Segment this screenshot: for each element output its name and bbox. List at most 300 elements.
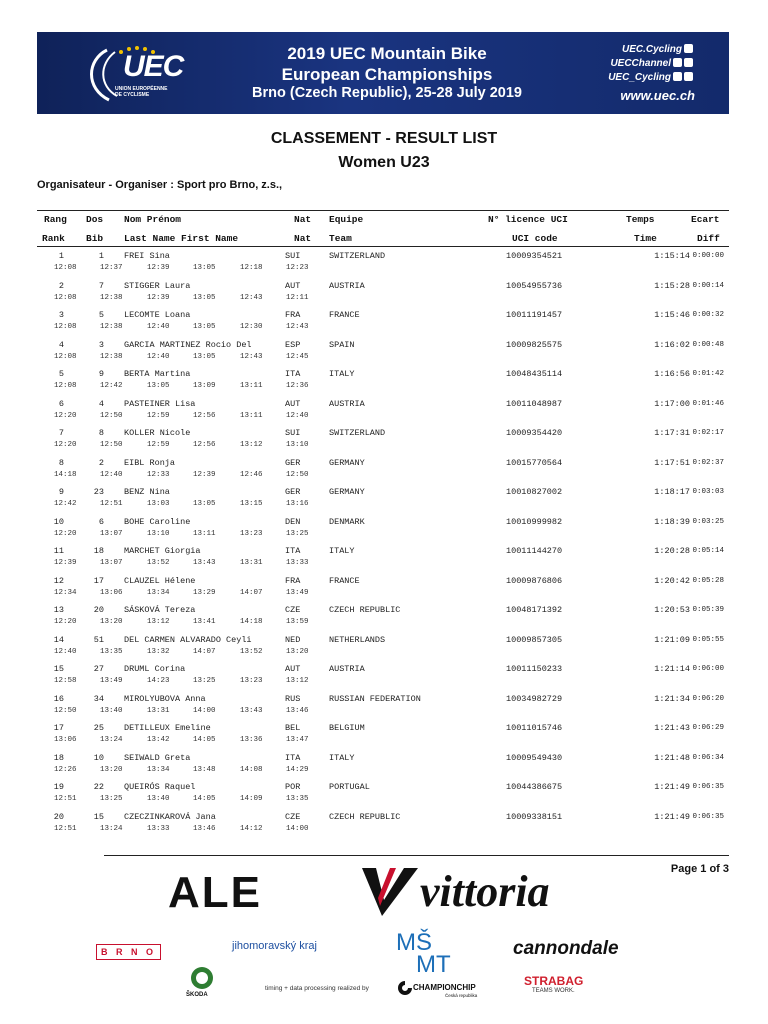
strabag-subtext: TEAMS WORK. bbox=[532, 988, 575, 994]
lap-split: 14:29 bbox=[286, 766, 309, 774]
col-nat-fr: Nat bbox=[294, 214, 312, 225]
lap-split: 12:40 bbox=[100, 471, 123, 479]
lap-split: 13:25 bbox=[193, 677, 216, 685]
time-cell: 1:16:56 bbox=[654, 369, 690, 379]
uci-cell: 10048435114 bbox=[506, 369, 563, 379]
uci-cell: 10054955736 bbox=[506, 281, 563, 291]
diff-cell: 0:00:32 bbox=[692, 311, 724, 319]
uci-cell: 10011144270 bbox=[506, 546, 563, 556]
team-cell: DENMARK bbox=[329, 517, 365, 527]
diff-cell: 0:06:29 bbox=[692, 724, 724, 732]
diff-cell: 0:00:00 bbox=[692, 252, 724, 260]
lap-split: 13:11 bbox=[240, 382, 263, 390]
lap-split: 12:40 bbox=[54, 648, 77, 656]
lap-split: 13:32 bbox=[147, 648, 170, 656]
lap-split: 13:10 bbox=[286, 441, 309, 449]
uci-cell: 10034982729 bbox=[506, 694, 563, 704]
lap-split: 13:05 bbox=[193, 353, 216, 361]
page-number: Page 1 of 3 bbox=[670, 863, 729, 875]
lap-split: 12:43 bbox=[286, 323, 309, 331]
nat-cell: NED bbox=[285, 635, 301, 645]
nat-cell: GER bbox=[285, 458, 301, 468]
lap-split: 12:59 bbox=[147, 412, 170, 420]
team-cell: AUSTRIA bbox=[329, 399, 365, 409]
team-cell: FRANCE bbox=[329, 576, 360, 586]
lap-split: 12:39 bbox=[147, 264, 170, 272]
team-cell: GERMANY bbox=[329, 458, 365, 468]
lap-split: 12:08 bbox=[54, 323, 77, 331]
col-nat-en: Nat bbox=[294, 233, 312, 244]
name-cell: SÁSKOVÁ Tereza bbox=[124, 605, 196, 615]
lap-split: 12:20 bbox=[54, 441, 77, 449]
nat-cell: RUS bbox=[285, 694, 301, 704]
lap-split: 12:39 bbox=[147, 294, 170, 302]
lap-split: 12:59 bbox=[147, 441, 170, 449]
lap-split: 13:05 bbox=[193, 264, 216, 272]
bib-cell: 6 bbox=[98, 517, 104, 527]
bib-cell: 34 bbox=[93, 694, 104, 704]
time-cell: 1:21:48 bbox=[654, 753, 690, 763]
nat-cell: CZE bbox=[285, 605, 301, 615]
lap-split: 14:08 bbox=[240, 766, 263, 774]
team-cell: SWITZERLAND bbox=[329, 428, 386, 438]
rank-cell: 16 bbox=[53, 694, 64, 704]
col-team-fr: Equipe bbox=[329, 214, 364, 225]
lap-split: 13:34 bbox=[147, 766, 170, 774]
time-cell: 1:20:28 bbox=[654, 546, 690, 556]
nat-cell: CZE bbox=[285, 812, 301, 822]
lap-split: 13:49 bbox=[286, 589, 309, 597]
lap-split: 13:33 bbox=[286, 559, 309, 567]
time-cell: 1:15:46 bbox=[654, 310, 690, 320]
msmt-logo-icon bbox=[394, 928, 464, 974]
lap-split: 13:49 bbox=[100, 677, 123, 685]
bib-cell: 18 bbox=[93, 546, 104, 556]
diff-cell: 0:03:03 bbox=[692, 488, 724, 496]
name-cell: BERTA Martina bbox=[124, 369, 191, 379]
ale-logo: ALE bbox=[168, 868, 262, 917]
rank-cell: 10 bbox=[53, 517, 64, 527]
rank-cell: 6 bbox=[58, 399, 64, 409]
diff-cell: 0:00:14 bbox=[692, 282, 724, 290]
event-title-line1: 2019 UEC Mountain Bike bbox=[287, 44, 487, 63]
col-name-en: Last Name First Name bbox=[124, 233, 239, 244]
skoda-logo-icon bbox=[190, 966, 214, 990]
bib-cell: 3 bbox=[98, 340, 104, 350]
bib-cell: 2 bbox=[98, 458, 104, 468]
lap-split: 12:30 bbox=[240, 323, 263, 331]
bib-cell: 8 bbox=[98, 428, 104, 438]
lap-split: 13:05 bbox=[193, 500, 216, 508]
col-diff-fr: Ecart bbox=[691, 214, 720, 225]
skoda-logo: ŠKODA bbox=[186, 992, 208, 998]
rank-cell: 20 bbox=[53, 812, 64, 822]
lap-split: 13:40 bbox=[100, 707, 123, 715]
lap-split: 12:38 bbox=[100, 294, 123, 302]
bib-cell: 10 bbox=[93, 753, 104, 763]
youtube-icon bbox=[673, 58, 682, 67]
col-diff-en: Diff bbox=[697, 233, 720, 244]
lap-split: 13:23 bbox=[240, 677, 263, 685]
name-cell: MIROLYUBOVA Anna bbox=[124, 694, 206, 704]
col-name-fr: Nom Prénom bbox=[124, 214, 182, 225]
lap-split: 13:07 bbox=[100, 559, 123, 567]
social-twitter[interactable]: UEC_Cycling bbox=[608, 72, 693, 83]
name-cell: MARCHET Giorgia bbox=[124, 546, 201, 556]
col-uci-fr: N° licence UCI bbox=[488, 214, 568, 225]
name-cell: GARCIA MARTINEZ Rocio Del bbox=[124, 340, 252, 350]
rank-cell: 2 bbox=[58, 281, 64, 291]
lap-split: 13:10 bbox=[147, 530, 170, 538]
diff-cell: 0:06:20 bbox=[692, 695, 724, 703]
uci-cell: 10010999982 bbox=[506, 517, 563, 527]
vittoria-v-icon bbox=[360, 866, 420, 918]
lap-split: 13:48 bbox=[193, 766, 216, 774]
uci-cell: 10009825575 bbox=[506, 340, 563, 350]
name-cell: STIGGER Laura bbox=[124, 281, 191, 291]
name-cell: LECOMTE Loana bbox=[124, 310, 191, 320]
rank-cell: 13 bbox=[53, 605, 64, 615]
tiktok-icon bbox=[684, 58, 693, 67]
nat-cell: AUT bbox=[285, 664, 301, 674]
lap-split: 13:36 bbox=[240, 736, 263, 744]
lap-split: 13:06 bbox=[54, 736, 77, 744]
nat-cell: ESP bbox=[285, 340, 301, 350]
rank-cell: 14 bbox=[53, 635, 64, 645]
lap-split: 12:43 bbox=[240, 353, 263, 361]
team-cell: BELGIUM bbox=[329, 723, 365, 733]
lap-split: 13:09 bbox=[193, 382, 216, 390]
diff-cell: 0:06:00 bbox=[692, 665, 724, 673]
name-cell: DETILLEUX Emeline bbox=[124, 723, 211, 733]
diff-cell: 0:01:46 bbox=[692, 400, 724, 408]
time-cell: 1:20:53 bbox=[654, 605, 690, 615]
nat-cell: ITA bbox=[285, 369, 301, 379]
team-cell: ITALY bbox=[329, 369, 355, 379]
uci-cell: 10044386675 bbox=[506, 782, 563, 792]
team-cell: AUSTRIA bbox=[329, 664, 365, 674]
lap-split: 12:45 bbox=[286, 353, 309, 361]
team-cell: ITALY bbox=[329, 546, 355, 556]
diff-cell: 0:06:35 bbox=[692, 783, 724, 791]
lap-split: 12:38 bbox=[100, 323, 123, 331]
lap-split: 14:18 bbox=[240, 618, 263, 626]
lap-split: 13:12 bbox=[147, 618, 170, 626]
time-cell: 1:18:17 bbox=[654, 487, 690, 497]
lap-split: 12:26 bbox=[54, 766, 77, 774]
svg-text:MT: MT bbox=[416, 951, 451, 974]
nat-cell: DEN bbox=[285, 517, 301, 527]
time-cell: 1:21:49 bbox=[654, 812, 690, 822]
strabag-logo: STRABAG bbox=[524, 974, 584, 988]
lap-split: 13:07 bbox=[100, 530, 123, 538]
lap-split: 13:06 bbox=[100, 589, 123, 597]
time-cell: 1:21:14 bbox=[654, 664, 690, 674]
lap-split: 12:50 bbox=[100, 412, 123, 420]
time-cell: 1:21:34 bbox=[654, 694, 690, 704]
rank-cell: 5 bbox=[58, 369, 64, 379]
lap-split: 13:23 bbox=[240, 530, 263, 538]
nat-cell: ITA bbox=[285, 546, 301, 556]
lap-split: 13:35 bbox=[100, 648, 123, 656]
time-cell: 1:17:31 bbox=[654, 428, 690, 438]
jmk-logo: jihomoravský kraj bbox=[232, 940, 317, 952]
time-cell: 1:21:09 bbox=[654, 635, 690, 645]
lap-split: 12:39 bbox=[193, 471, 216, 479]
lap-split: 13:31 bbox=[147, 707, 170, 715]
svg-text:MŠ: MŠ bbox=[396, 929, 432, 956]
name-cell: CZECZINKAROVÁ Jana bbox=[124, 812, 216, 822]
championchip-logo: CHAMPIONCHIP bbox=[413, 983, 476, 992]
uci-cell: 10009354521 bbox=[506, 251, 563, 261]
lap-split: 14:05 bbox=[193, 736, 216, 744]
lap-split: 12:56 bbox=[193, 441, 216, 449]
lap-split: 13:34 bbox=[147, 589, 170, 597]
table-header-rule bbox=[37, 246, 729, 247]
lap-split: 12:56 bbox=[193, 412, 216, 420]
lap-split: 13:46 bbox=[193, 825, 216, 833]
lap-split: 12:08 bbox=[54, 264, 77, 272]
rank-cell: 12 bbox=[53, 576, 64, 586]
lap-split: 12:51 bbox=[54, 795, 77, 803]
nat-cell: AUT bbox=[285, 281, 301, 291]
rank-cell: 15 bbox=[53, 664, 64, 674]
lap-split: 13:41 bbox=[193, 618, 216, 626]
lap-split: 12:42 bbox=[54, 500, 77, 508]
name-cell: DRUML Corina bbox=[124, 664, 186, 674]
nat-cell: GER bbox=[285, 487, 301, 497]
lap-split: 13:52 bbox=[147, 559, 170, 567]
lap-split: 12:39 bbox=[54, 559, 77, 567]
category-title: Women U23 bbox=[338, 154, 430, 171]
social-facebook[interactable]: UEC.Cycling bbox=[622, 44, 693, 55]
uci-cell: 10009549430 bbox=[506, 753, 563, 763]
col-bib-fr: Dos bbox=[86, 214, 104, 225]
time-cell: 1:15:28 bbox=[654, 281, 690, 291]
time-cell: 1:17:51 bbox=[654, 458, 690, 468]
team-cell: CZECH REPUBLIC bbox=[329, 812, 401, 822]
uec-logo-subtext: UNION EUROPÉENNE DE CYCLISME bbox=[115, 86, 168, 98]
col-bib-en: Bib bbox=[86, 233, 104, 244]
event-title-line2: European Championships bbox=[281, 65, 493, 84]
lap-split: 14:23 bbox=[147, 677, 170, 685]
bib-cell: 5 bbox=[98, 310, 104, 320]
col-uci-en: UCI code bbox=[512, 233, 558, 244]
table-top-rule bbox=[37, 210, 729, 211]
lap-split: 12:11 bbox=[286, 294, 309, 302]
team-cell: AUSTRIA bbox=[329, 281, 365, 291]
lap-split: 12:23 bbox=[286, 264, 309, 272]
diff-cell: 0:02:17 bbox=[692, 429, 724, 437]
bib-cell: 20 bbox=[93, 605, 104, 615]
diff-cell: 0:06:35 bbox=[692, 813, 724, 821]
uec-logo-text: UEC bbox=[123, 50, 184, 83]
uci-cell: 10011048987 bbox=[506, 399, 563, 409]
rank-cell: 1 bbox=[58, 251, 64, 261]
brno-logo: B R N O bbox=[96, 944, 161, 960]
bib-cell: 25 bbox=[93, 723, 104, 733]
lap-split: 14:18 bbox=[54, 471, 77, 479]
name-cell: DEL CARMEN ALVARADO Ceyli bbox=[124, 635, 252, 645]
lap-split: 14:12 bbox=[240, 825, 263, 833]
lap-split: 12:08 bbox=[54, 353, 77, 361]
diff-cell: 0:05:14 bbox=[692, 547, 724, 555]
lap-split: 13:29 bbox=[193, 589, 216, 597]
uci-cell: 10011015746 bbox=[506, 723, 563, 733]
nat-cell: FRA bbox=[285, 576, 301, 586]
uci-cell: 10009338151 bbox=[506, 812, 563, 822]
cannondale-logo: cannondale bbox=[513, 938, 619, 959]
lap-split: 13:59 bbox=[286, 618, 309, 626]
lap-split: 12:37 bbox=[100, 264, 123, 272]
lap-split: 13:43 bbox=[240, 707, 263, 715]
lap-split: 13:20 bbox=[100, 766, 123, 774]
time-cell: 1:21:49 bbox=[654, 782, 690, 792]
bib-cell: 23 bbox=[93, 487, 104, 497]
diff-cell: 0:06:34 bbox=[692, 754, 724, 762]
lap-split: 13:16 bbox=[286, 500, 309, 508]
col-time-fr: Temps bbox=[626, 214, 655, 225]
bib-cell: 9 bbox=[98, 369, 104, 379]
lap-split: 12:38 bbox=[100, 353, 123, 361]
team-cell: RUSSIAN FEDERATION bbox=[329, 694, 421, 704]
event-banner bbox=[37, 32, 729, 114]
page-title: CLASSEMENT - RESULT LIST bbox=[270, 130, 498, 147]
bib-cell: 1 bbox=[98, 251, 104, 261]
organiser-line: Organisateur - Organiser : Sport pro Brno, z.s., bbox=[37, 179, 283, 191]
nat-cell: SUI bbox=[285, 251, 301, 261]
diff-cell: 0:02:37 bbox=[692, 459, 724, 467]
lap-split: 12:43 bbox=[240, 294, 263, 302]
uci-cell: 10011150233 bbox=[506, 664, 563, 674]
name-cell: KOLLER Nicole bbox=[124, 428, 191, 438]
lap-split: 13:24 bbox=[100, 736, 123, 744]
lap-split: 13:20 bbox=[100, 618, 123, 626]
lap-split: 14:09 bbox=[240, 795, 263, 803]
bib-cell: 22 bbox=[93, 782, 104, 792]
lap-split: 12:20 bbox=[54, 530, 77, 538]
lap-split: 12:58 bbox=[54, 677, 77, 685]
lap-split: 13:47 bbox=[286, 736, 309, 744]
time-cell: 1:15:14 bbox=[654, 251, 690, 261]
name-cell: PASTEINER Lisa bbox=[124, 399, 196, 409]
twitter-icon bbox=[673, 72, 682, 81]
nat-cell: AUT bbox=[285, 399, 301, 409]
footer-rule bbox=[104, 855, 729, 856]
team-cell: SPAIN bbox=[329, 340, 355, 350]
name-cell: BENZ Nina bbox=[124, 487, 170, 497]
lap-split: 13:42 bbox=[147, 736, 170, 744]
lap-split: 12:40 bbox=[286, 412, 309, 420]
lap-split: 13:46 bbox=[286, 707, 309, 715]
diff-cell: 0:01:42 bbox=[692, 370, 724, 378]
social-youtube[interactable]: UECChannel bbox=[610, 58, 693, 69]
name-cell: QUEIRÓS Raquel bbox=[124, 782, 196, 792]
lap-split: 12:20 bbox=[54, 412, 77, 420]
lap-split: 13:05 bbox=[193, 294, 216, 302]
rank-cell: 3 bbox=[58, 310, 64, 320]
lap-split: 14:00 bbox=[193, 707, 216, 715]
name-cell: EIBL Ronja bbox=[124, 458, 176, 468]
diff-cell: 0:00:48 bbox=[692, 341, 724, 349]
lap-split: 12:46 bbox=[240, 471, 263, 479]
bib-cell: 17 bbox=[93, 576, 104, 586]
lap-split: 12:33 bbox=[147, 471, 170, 479]
lap-split: 12:40 bbox=[147, 323, 170, 331]
lap-split: 13:35 bbox=[286, 795, 309, 803]
lap-split: 14:05 bbox=[193, 795, 216, 803]
rank-cell: 4 bbox=[58, 340, 64, 350]
rank-cell: 7 bbox=[58, 428, 64, 438]
lap-split: 13:25 bbox=[100, 795, 123, 803]
lap-split: 14:07 bbox=[240, 589, 263, 597]
col-rank-fr: Rang bbox=[44, 214, 67, 225]
lap-split: 13:24 bbox=[100, 825, 123, 833]
uci-cell: 10009354420 bbox=[506, 428, 563, 438]
name-cell: SEIWALD Greta bbox=[124, 753, 191, 763]
lap-split: 12:08 bbox=[54, 382, 77, 390]
lap-split: 13:40 bbox=[147, 795, 170, 803]
team-cell: NETHERLANDS bbox=[329, 635, 386, 645]
col-rank-en: Rank bbox=[42, 233, 65, 244]
lap-split: 13:05 bbox=[147, 382, 170, 390]
team-cell: CZECH REPUBLIC bbox=[329, 605, 401, 615]
time-cell: 1:17:00 bbox=[654, 399, 690, 409]
lap-split: 13:11 bbox=[240, 412, 263, 420]
website-link[interactable]: www.uec.ch bbox=[620, 88, 695, 103]
lap-split: 14:07 bbox=[193, 648, 216, 656]
team-cell: SWITZERLAND bbox=[329, 251, 386, 261]
lap-split: 13:33 bbox=[147, 825, 170, 833]
facebook-icon bbox=[684, 44, 693, 53]
timing-note: timing + data processing realized by bbox=[265, 985, 369, 992]
uci-cell: 10015770564 bbox=[506, 458, 563, 468]
diff-cell: 0:05:28 bbox=[692, 577, 724, 585]
bib-cell: 27 bbox=[93, 664, 104, 674]
championchip-subtext: Česká republika bbox=[445, 993, 478, 998]
nat-cell: ITA bbox=[285, 753, 301, 763]
time-cell: 1:18:39 bbox=[654, 517, 690, 527]
uci-cell: 10009876806 bbox=[506, 576, 563, 586]
rank-cell: 8 bbox=[58, 458, 64, 468]
lap-split: 13:20 bbox=[286, 648, 309, 656]
name-cell: CLAUZEL Hélene bbox=[124, 576, 196, 586]
uci-cell: 10011191457 bbox=[506, 310, 563, 320]
lap-split: 12:50 bbox=[54, 707, 77, 715]
team-cell: GERMANY bbox=[329, 487, 365, 497]
uci-cell: 10010827002 bbox=[506, 487, 563, 497]
bib-cell: 4 bbox=[98, 399, 104, 409]
nat-cell: SUI bbox=[285, 428, 301, 438]
rank-cell: 19 bbox=[53, 782, 64, 792]
rank-cell: 9 bbox=[58, 487, 64, 497]
diff-cell: 0:05:39 bbox=[692, 606, 724, 614]
rank-cell: 18 bbox=[53, 753, 64, 763]
lap-split: 13:03 bbox=[147, 500, 170, 508]
time-cell: 1:20:42 bbox=[654, 576, 690, 586]
lap-split: 14:00 bbox=[286, 825, 309, 833]
lap-split: 12:40 bbox=[147, 353, 170, 361]
nat-cell: FRA bbox=[285, 310, 301, 320]
name-cell: BOHE Caroline bbox=[124, 517, 191, 527]
lap-split: 13:43 bbox=[193, 559, 216, 567]
lap-split: 13:12 bbox=[240, 441, 263, 449]
lap-split: 13:15 bbox=[240, 500, 263, 508]
lap-split: 12:18 bbox=[240, 264, 263, 272]
lap-split: 13:11 bbox=[193, 530, 216, 538]
lap-split: 12:20 bbox=[54, 618, 77, 626]
championchip-icon bbox=[397, 980, 413, 996]
